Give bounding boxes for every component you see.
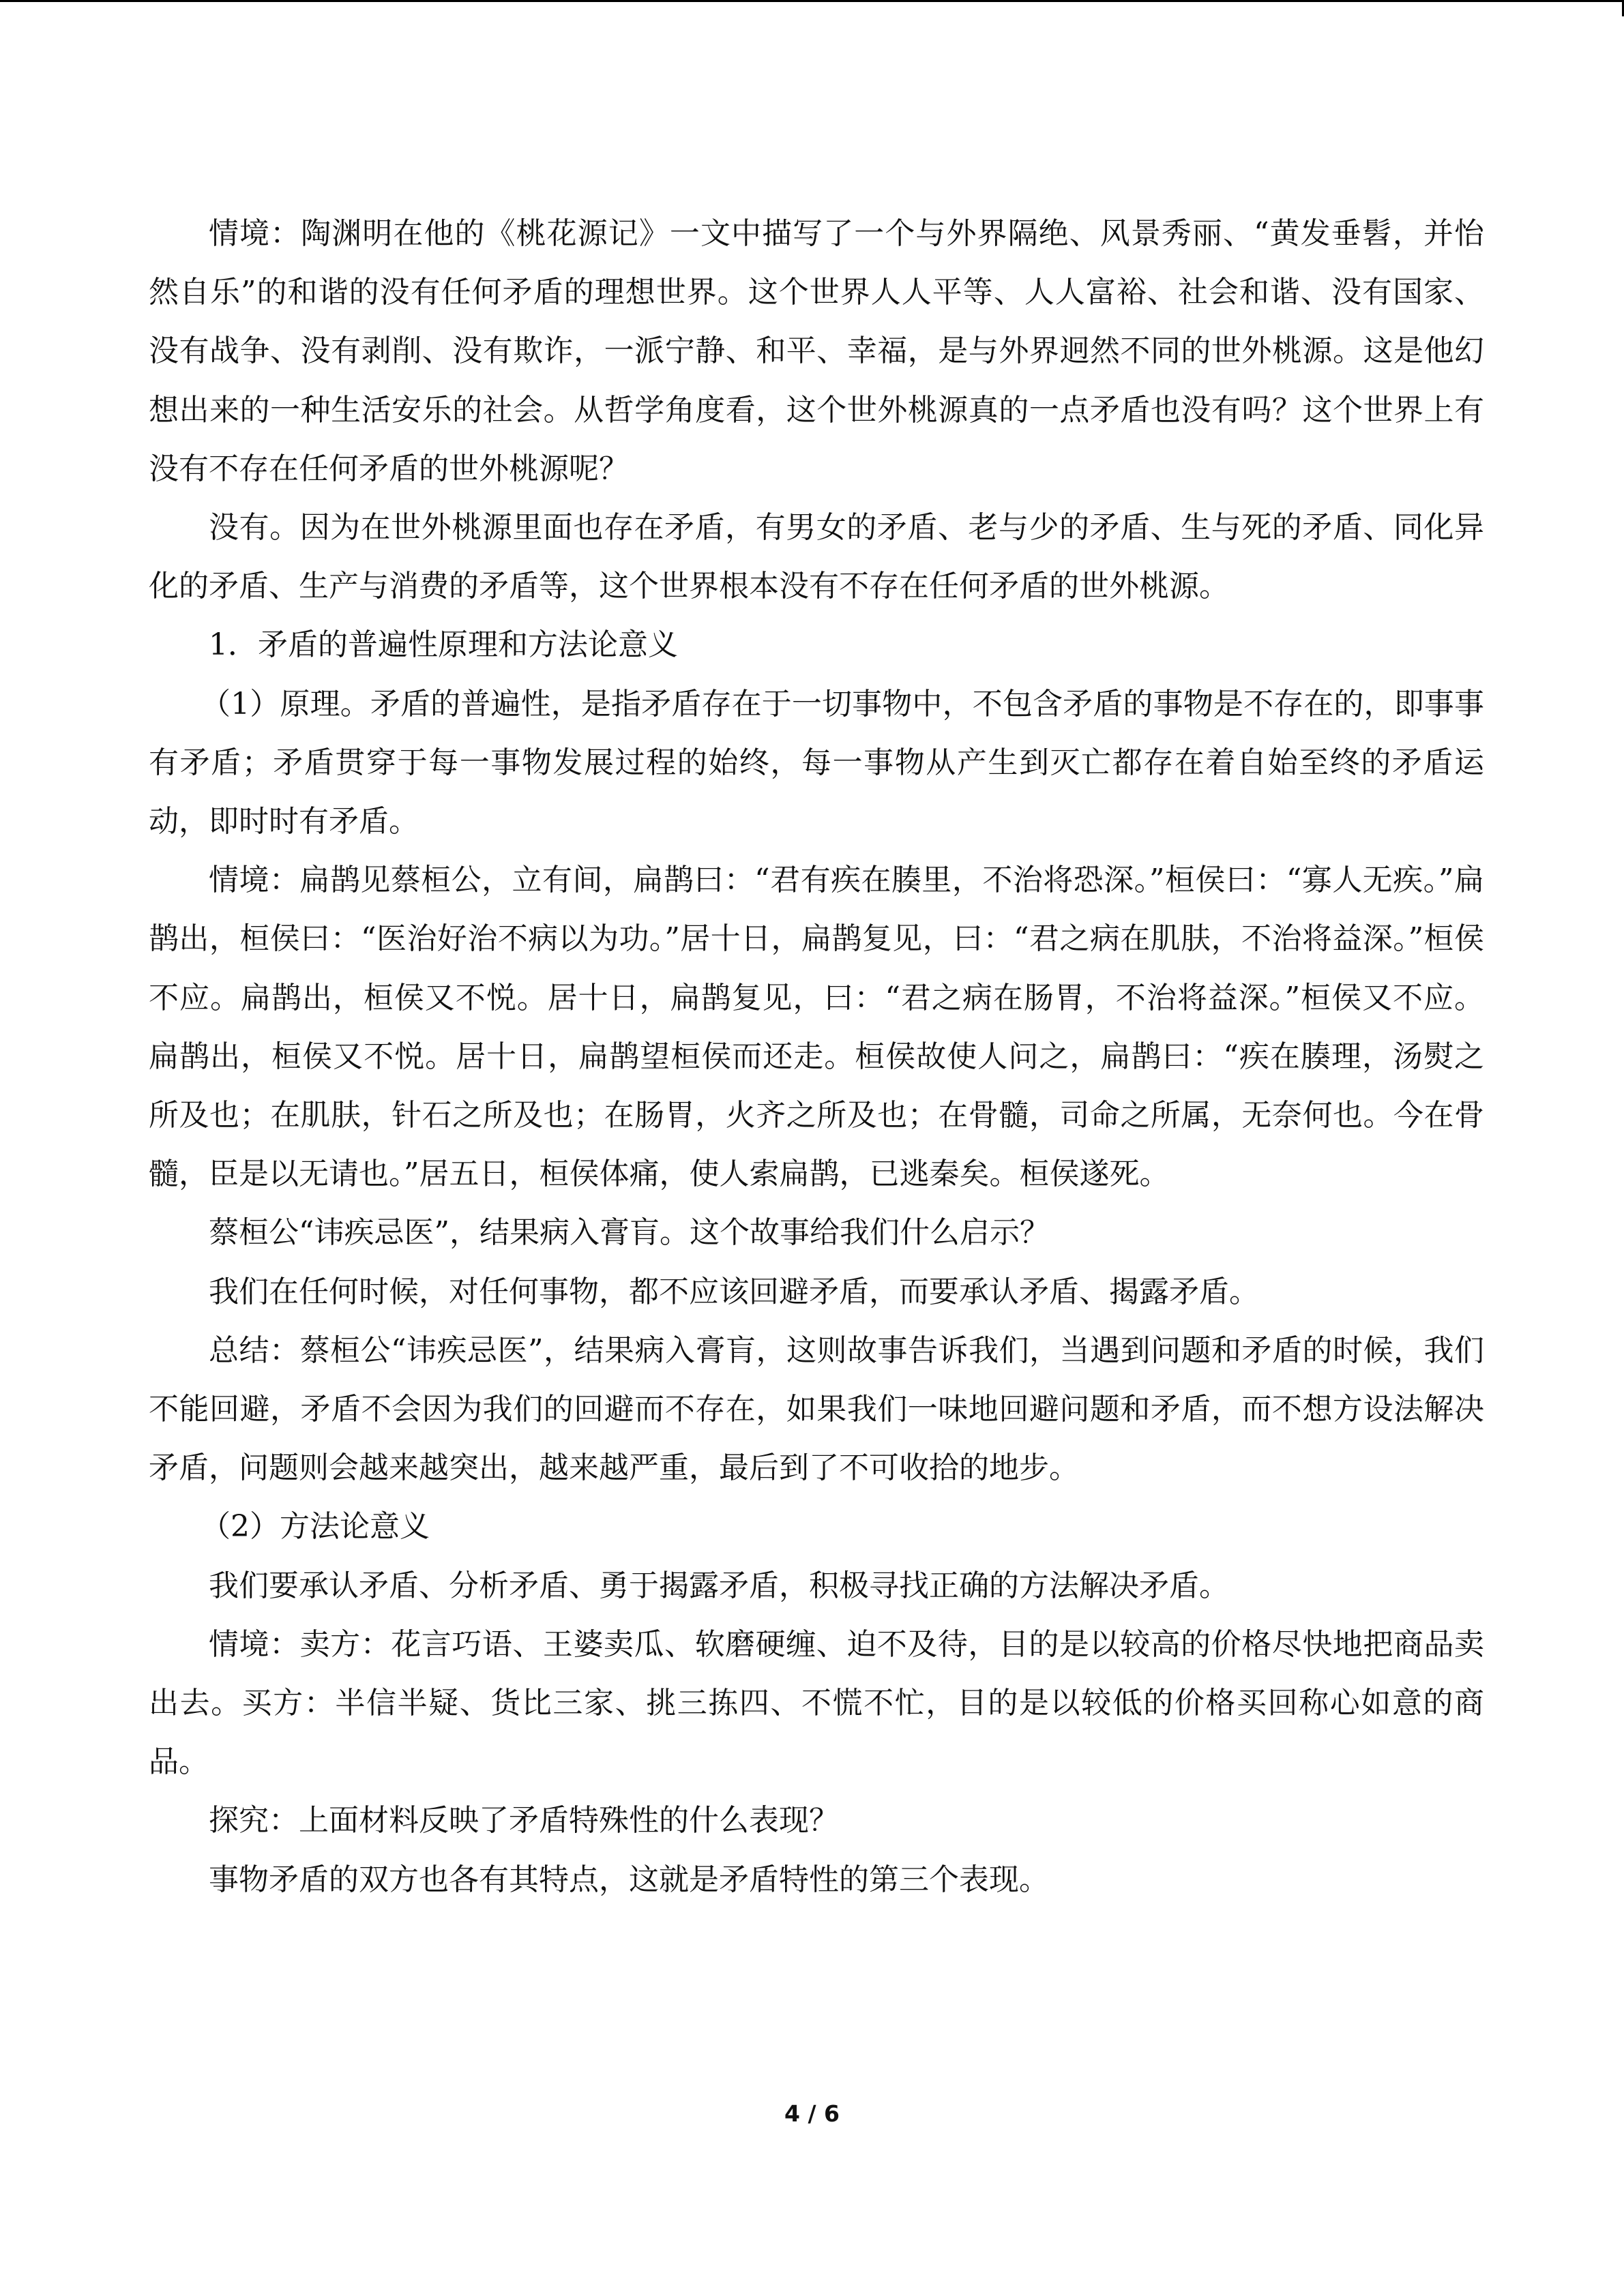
paragraph-taohuayuan-answer: 没有。因为在世外桃源里面也存在矛盾，有男女的矛盾、老与少的矛盾、生与死的矛盾、同化异化的矛盾、生产与消费的矛盾等，这个世界根本没有不存在任何矛盾的世外桃源。 [149,510,1484,604]
section-heading-universality: 1．矛盾的普遍性原理和方法论意义 [209,627,678,663]
paragraph-methodology: 我们要承认矛盾、分析矛盾、勇于揭露矛盾，积极寻找正确的方法解决矛盾。 [209,1568,1229,1603]
paragraph-inquiry-question: 探究：上面材料反映了矛盾特殊性的什么表现？ [209,1803,839,1838]
paragraph-bianque-question: 蔡桓公“讳疾忌医”，结果病入膏肓。这个故事给我们什么启示？ [209,1215,1050,1251]
paragraph-principle: （1）原理。矛盾的普遍性，是指矛盾存在于一切事物中，不包含矛盾的事物是不存在的，即事事有矛盾；矛盾贯穿于每一事物发展过程的始终，每一事物从产生到灭亡都存在着自始至终的矛盾运动，即时时有矛盾。 [149,686,1484,839]
paragraph-bianque-scenario: 情境：扁鹊见蔡桓公，立有间，扁鹊曰：“君有疾在腠里，不治将恐深。”桓侯曰：“寡人无疾。”扁鹊出，桓侯曰：“医治好治不病以为功。”居十日，扁鹊复见，曰：“君之病在肌肤，不治将益深。”桓侯不应。扁鹊出，桓侯又不悦。居十日，扁鹊复见，曰：“君之病在肠胃，不治将益深。”桓侯又不应。扁鹊出，桓侯又不悦。居十日，扁鹊望桓侯而还走。桓侯故使人问之，扁鹊曰：“疾在腠理，汤熨之所及也；在肌肤，针石之所及也；在肠胃，火齐之所及也；在骨髓，司命之所属，无奈何也。今在骨髓，臣是以无请也。”居五日，桓侯体痛，使人索扁鹊，已逃秦矣。桓侯遂死。 [149,863,1484,1192]
paragraph-inquiry-answer: 事物矛盾的双方也各有其特点，这就是矛盾特性的第三个表现。 [209,1862,1049,1897]
paragraph-buyer-seller-scenario: 情境：卖方：花言巧语、王婆卖瓜、软磨硬缠、迫不及待，目的是以较高的价格尽快地把商品卖出去。买方：半信半疑、货比三家、挑三拣四、不慌不忙，目的是以较低的价格买回称心如意的商品。 [149,1626,1484,1780]
subheading-methodology: （2）方法论意义 [201,1509,430,1545]
paragraph-bianque-answer: 我们在任何时候，对任何事物，都不应该回避矛盾，而要承认矛盾、揭露矛盾。 [209,1274,1259,1309]
paragraph-taohuayuan-scenario: 情境：陶渊明在他的《桃花源记》一文中描写了一个与外界隔绝、风景秀丽、“黄发垂髫，并怡然自乐”的和谐的没有任何矛盾的理想世界。这个世界人人平等、人人富裕、社会和谐、没有国家、没有战争、没有剥削、没有欺诈，一派宁静、和平、幸福，是与外界迥然不同的世外桃源。这是他幻想出来的一种生活安乐的社会。从哲学角度看，这个世外桃源真的一点矛盾也没有吗？这个世界上有没有不存在任何矛盾的世外桃源呢？ [149,216,1484,486]
paragraph-summary: 总结：蔡桓公“讳疾忌医”，结果病入膏肓，这则故事告诉我们，当遇到问题和矛盾的时候，我们不能回避，矛盾不会因为我们的回避而不存在，如果我们一味地回避问题和矛盾，而不想方设法解决矛盾，问题则会越来越突出，越来越严重，最后到了不可收拾的地步。 [149,1332,1484,1486]
document-body [149,205,1484,1909]
top-border-line [0,0,1624,2]
page-number: 4 / 6 [784,2100,840,2127]
